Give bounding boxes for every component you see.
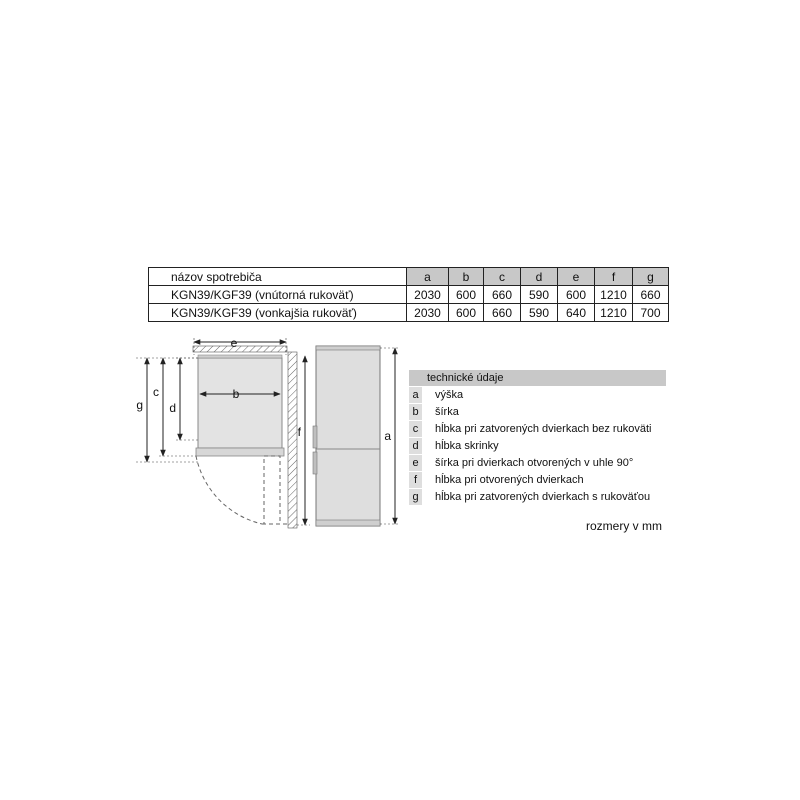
table-cell-b: 600 [449,286,484,304]
header-cell-f: f [595,268,633,286]
header-cell-a: a [407,268,449,286]
units-note: rozmery v mm [586,519,662,533]
label-f: f [297,425,301,439]
label-e: e [230,336,238,350]
legend-key: c [409,421,422,437]
door-swing-arc [196,456,262,524]
legend-text: hĺbka pri zatvorených dvierkach s rukoväťou [435,491,651,503]
fridge-body-side-view [316,346,380,526]
table-cell-c: 660 [484,304,521,322]
header-cell-b: b [449,268,484,286]
legend-key: g [409,489,422,505]
legend-text: výška [435,389,464,401]
header-cell-d: d [521,268,558,286]
table-cell-d: 590 [521,304,558,322]
side-view [313,346,400,526]
legend-key: f [409,472,422,488]
legend-row [409,404,666,420]
table-cell-b: 600 [449,304,484,322]
technical-data-legend [409,370,666,505]
legend-key: e [409,455,422,471]
legend-text: šírka pri dvierkach otvorených v uhle 90° [435,457,634,469]
legend-key: a [409,387,422,403]
top-view [136,336,310,528]
table-cell-a: 2030 [407,286,449,304]
handle-lower [313,452,317,474]
header-cell-g: g [633,268,669,286]
legend-key: b [409,404,422,420]
legend-text: šírka [435,406,459,418]
fridge-body-top-view [198,358,282,448]
wall-top-hatch [193,346,287,352]
fridge-top-edge [316,346,380,350]
legend-row [409,438,666,454]
legend-row [409,472,666,488]
table-cell-a: 2030 [407,304,449,322]
label-b: b [232,387,240,401]
table-cell-f: 1210 [595,286,633,304]
label-g: g [136,398,143,412]
door-closed [196,448,284,456]
label-a: a [384,429,391,443]
table-cell-d: 590 [521,286,558,304]
legend-text: hĺbka pri zatvorených dvierkach bez rukoväti [435,423,652,435]
legend-row [409,455,666,471]
handle-upper [313,426,317,448]
fridge-base [316,520,380,526]
header-cell-c: c [484,268,521,286]
header-cell-e: e [558,268,595,286]
legend-text: hĺbka pri otvorených dvierkach [435,474,584,486]
legend-row [409,387,666,403]
legend-title: technické údaje [409,370,666,386]
wall-side-hatch [288,352,297,528]
label-c: c [153,385,159,399]
table-cell-e: 600 [558,286,595,304]
legend-text: hĺbka skrinky [435,440,499,452]
table-cell-c: 660 [484,286,521,304]
legend-row [409,489,666,505]
door-open-outline [264,456,280,524]
fridge-back-edge [198,355,282,358]
table-cell-g: 660 [633,286,669,304]
table-cell-g: 700 [633,304,669,322]
table-cell-e: 640 [558,304,595,322]
table-cell-f: 1210 [595,304,633,322]
table-cell-model: KGN39/KGF39 (vnútorná rukoväť) [149,286,407,304]
legend-row [409,421,666,437]
label-d: d [169,401,176,415]
header-cell-appliance-name: názov spotrebiča [149,268,407,286]
table-cell-model: KGN39/KGF39 (vonkajšia rukoväť) [149,304,407,322]
legend-key: d [409,438,422,454]
